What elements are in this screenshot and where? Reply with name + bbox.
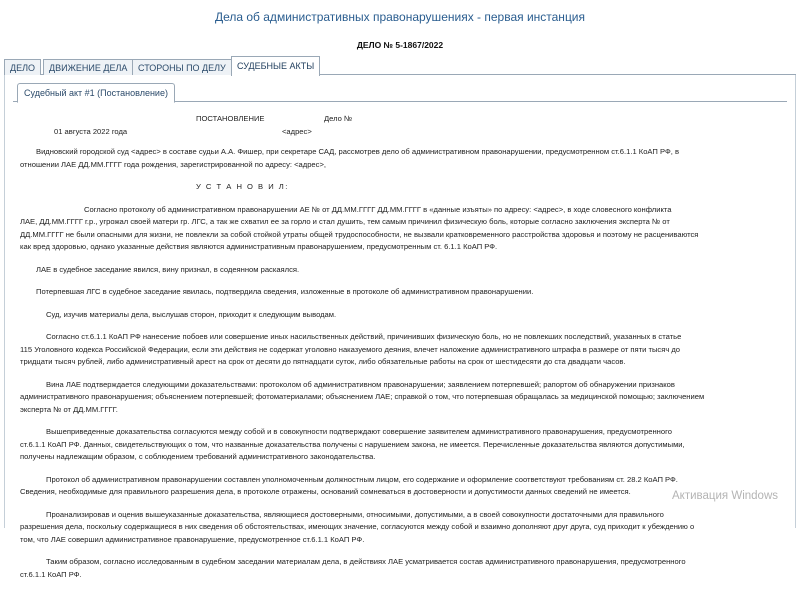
tab-bar — [4, 56, 796, 75]
paragraph-analysis: Проанализировав и оценив вышеуказанные доказательства, являющиеся достоверными, относимыми, допустимыми, а в своей совокупности достаточными для правильного разрешения дела, поскольку содержащиеся в них сведения об обстоятельствах, имеющих значение, согласуются между собой и взаимно дополняют друг друга, суд приходит к убеждению о том, что ЛАЕ совершил административное правонарушение, предусмотренное ст.6.1.1 КоАП РФ. — [20, 509, 695, 544]
paragraph-assessment: Вышеприведенные доказательства согласуются между собой и в совокупности подтверждают совершение заявителем административного правонарушения, предусмотренного ст.6.1.1 КоАП РФ. Данных, свидетельствующих о том, что названные доказательства получены с нарушением закона, не имеется. Перечисленные доказательства являются допустимыми, получены надлежащим образом, с соблюдением требований административного законодательства. — [20, 427, 685, 461]
paragraph-article: Согласно ст.6.1.1 КоАП РФ нанесение побоев или совершение иных насильственных действий, причинивших физическую боль, но не повлекших последствий, указанных в статье 115 Уголовного кодекса Российской Федерации, если эти действия не содержат уголовно наказуемого деяния, влечет наложение административного штрафа в размере от пяти тысяч до тридцати тысяч рублей, либо административный арест на срок от десяти до пятнадцати суток, либо обязательные работы на срок от шестидесяти до ста двадцати часов. — [20, 332, 682, 366]
paragraph-victim: Потерпевшая ЛГС в судебное заседание явилась, подтвердила сведения, изложенные в протоколе об административном правонарушении. — [36, 287, 534, 296]
document-title: ПОСТАНОВЛЕНИЕ — [196, 114, 265, 123]
windows-activation-watermark: Активация Windows — [672, 490, 778, 502]
subtab-court-act-1[interactable]: Судебный акт #1 (Постановление) — [17, 83, 175, 103]
paragraph-evidence: Вина ЛАЕ подтверждается следующими доказательствами: протоколом об административном правонарушении; заявлением потерпевшей; рапортом об обнаружении признаков административного правонарушения; объяснением потерпевшей; фотоматериалами; объяснением ЛАЕ; справкой о том, что потерпевшая обращалась за медицинской помощью; заключением эксперта № от ДД.ММ.ГГГГ. — [20, 379, 705, 414]
document-address: <адрес> — [282, 127, 312, 136]
page-title: Дела об административных правонарушениях - первая инстанция — [214, 10, 586, 24]
case-reference: Дело № — [324, 114, 353, 123]
tab-sudebnye-akty[interactable]: СУДЕБНЫЕ АКТЫ — [231, 56, 320, 76]
paragraph-conclusion: Таким образом, согласно исследованным в судебном заседании материалам дела, в действиях ЛАЕ усматривается состав административного правонарушения, предусмотренного ст.6.1.1 КоАП РФ. — [20, 557, 686, 579]
document-date: 01 августа 2022 года — [54, 127, 128, 136]
document-heading — [20, 113, 782, 126]
paragraph-court: Суд, изучив материалы дела, выслушав сторон, приходит к следующим выводам. — [46, 309, 337, 319]
tab-storony-po-delu[interactable]: СТОРОНЫ ПО ДЕЛУ — [132, 59, 232, 75]
tab-delo[interactable]: ДЕЛО — [4, 59, 41, 75]
ustanovil-heading: У С Т А Н О В И Л: — [196, 182, 289, 191]
paragraph-protocol-validity: Протокол об административном правонарушении составлен уполномоченным должностным лицом, его содержание и оформление соответствуют требованиям ст. 28.2 КоАП РФ. Сведения, необходимые для правильного разрешения дела, в протоколе отражены, оснований сомневаться в достоверности и допустимости данных сведений не имеется. — [20, 474, 678, 496]
document-text — [20, 113, 782, 591]
paragraph-protocol: Согласно протоколу об административном правонарушении АЕ № от ДД.ММ.ГГГГ ДД.ММ.ГГГГ в «данные изъяты» по адресу: <адрес>, в ходе словесного конфликта ЛАЕ, ДД.ММ.ГГГГ г.р., угрожал своей матери гр. ЛГС, а так же схватил ее за горло и стал душить, тем самым причинил физическую боль, которые согласно заключения эксперта № от ДД.ММ.ГГГГ не были опасными для жизни, не повлекли за собой стойкой утраты общей трудоспособности, не вызвали кратковременного расстройства здоровья и поэтому не расцениваются как вред здоровью, однако указанные действия являются административным правонарушением, предусмотренным ст. 6.1.1 КоАП РФ. — [20, 204, 699, 251]
date-line — [20, 126, 782, 139]
intro-paragraph: Видновский городской суд <адрес> в составе судьи А.А. Фишер, при секретаре САД, рассмотрев дело об административном правонарушении, предусмотренном ст.6.1.1 КоАП РФ, в отношении ЛАЕ ДД.ММ.ГГГГ года рождения, зарегистрированной по адресу: <адрес>, — [20, 147, 679, 169]
paragraph-defendant: ЛАЕ в судебное заседание явился, вину признал, в содеянном раскаялся. — [36, 264, 300, 274]
subtab-bar — [13, 81, 787, 102]
tab-dvizhenie-dela[interactable]: ДВИЖЕНИЕ ДЕЛА — [43, 59, 133, 75]
case-number: ДЕЛО № 5-1867/2022 — [356, 40, 444, 50]
court-header — [0, 0, 800, 30]
